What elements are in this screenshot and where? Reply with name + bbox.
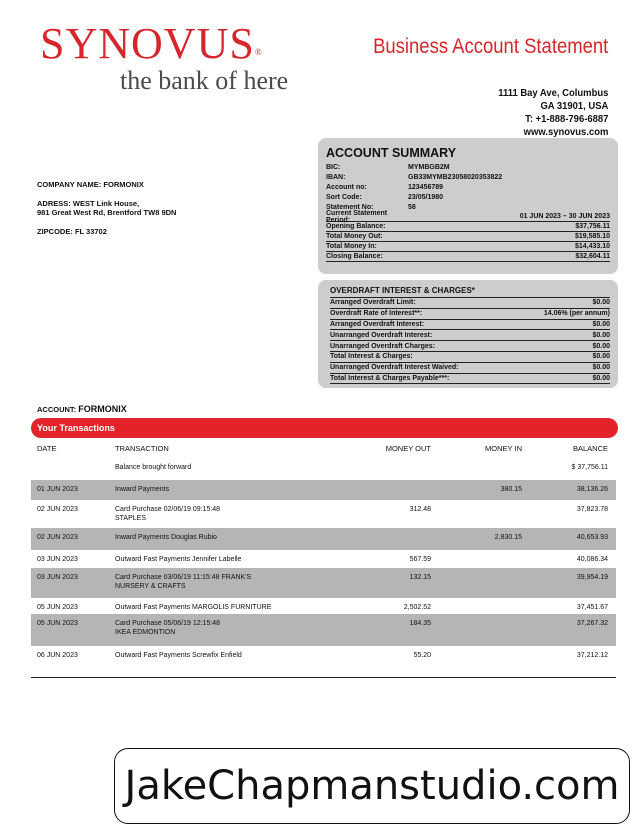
summary-total-row bbox=[326, 232, 610, 242]
table-row bbox=[31, 646, 616, 672]
bottom-divider bbox=[31, 677, 616, 678]
summary-info-value: 58 bbox=[408, 203, 416, 211]
tx-description bbox=[115, 555, 345, 564]
summary-total-label: Current Statement Period: bbox=[326, 209, 388, 224]
col-transaction: TRANSACTION bbox=[115, 444, 169, 453]
company-name-row bbox=[37, 180, 176, 190]
tx-description bbox=[115, 533, 345, 542]
overdraft-row bbox=[330, 309, 610, 320]
bank-website: www.synovus.com bbox=[523, 126, 608, 138]
tx-date: 06 JUN 2023 bbox=[37, 652, 78, 659]
tx-description bbox=[115, 603, 345, 612]
summary-total-value: $32,604.11 bbox=[575, 253, 610, 260]
col-balance: BALANCE bbox=[572, 444, 608, 453]
tx-money-out: 567.59 bbox=[409, 556, 431, 563]
overdraft-row bbox=[330, 363, 610, 374]
overdraft-value: $0.00 bbox=[592, 374, 610, 382]
summary-info-value: 123456789 bbox=[408, 183, 444, 191]
tx-description-line: Outward Fast Payments Screwfix Enfield bbox=[115, 652, 242, 659]
col-money-in: MONEY IN bbox=[485, 444, 522, 453]
company-zip-label: ZIPCODE: bbox=[37, 226, 73, 236]
account-summary-title: ACCOUNT SUMMARY bbox=[326, 146, 457, 160]
summary-total-label: Closing Balance: bbox=[326, 253, 383, 260]
overdraft-row bbox=[330, 352, 610, 363]
logo-wordmark: SYNOVUS® bbox=[40, 19, 263, 68]
tx-date: 02 JUN 2023 bbox=[37, 534, 78, 541]
tx-date: 03 JUN 2023 bbox=[37, 556, 78, 563]
overdraft-value: $0.00 bbox=[592, 353, 610, 361]
tx-balance: 37,823.78 bbox=[576, 506, 608, 513]
tx-description-line: Inward Payments bbox=[115, 486, 170, 493]
overdraft-label: Unarranged Overdraft Interest Waived: bbox=[330, 364, 459, 372]
table-row bbox=[31, 480, 616, 500]
table-row bbox=[31, 614, 616, 646]
summary-info-row bbox=[326, 162, 610, 172]
watermark-banner: JakeChapmanstudio.com bbox=[114, 748, 630, 824]
col-date: DATE bbox=[37, 444, 57, 453]
company-address-label: ADRESS: bbox=[37, 198, 71, 208]
summary-total-value: $14,433.10 bbox=[574, 243, 610, 250]
overdraft-label: Unarranged Overdraft Charges: bbox=[330, 342, 436, 350]
company-zip-row bbox=[37, 227, 176, 237]
tx-date: 05 JUN 2023 bbox=[37, 620, 78, 627]
tx-description bbox=[115, 651, 345, 660]
company-name: FORMONIX bbox=[103, 180, 144, 189]
summary-info-label: BIC: bbox=[326, 163, 341, 171]
summary-total-value: $37,756.11 bbox=[575, 223, 610, 230]
tx-description bbox=[115, 485, 345, 494]
overdraft-label: Total Interest & Charges: bbox=[330, 353, 413, 361]
logo-tagline: the bank of here bbox=[120, 66, 289, 95]
bank-address-line: GA 31901, USA bbox=[540, 100, 608, 112]
tx-money-out: 132.15 bbox=[409, 574, 431, 581]
overdraft-panel bbox=[318, 280, 618, 388]
col-money-out: MONEY OUT bbox=[385, 444, 431, 453]
tx-date: 05 JUN 2023 bbox=[37, 604, 78, 611]
tx-money-in: 380.15 bbox=[500, 486, 522, 493]
tx-money-out: 2,502.52 bbox=[403, 604, 431, 611]
transactions-header bbox=[31, 444, 616, 458]
account-label: ACCOUNT: bbox=[37, 405, 77, 414]
summary-total-value: $19,585.10 bbox=[574, 233, 610, 240]
overdraft-label: Arranged Overdraft Limit: bbox=[330, 299, 416, 307]
overdraft-label: Arranged Overdraft Interest: bbox=[330, 320, 425, 328]
summary-total-label: Opening Balance: bbox=[326, 223, 386, 230]
tx-description-line2: IKEA EDMONTION bbox=[115, 629, 176, 636]
table-row bbox=[31, 528, 616, 550]
company-details bbox=[37, 180, 176, 245]
table-row bbox=[31, 500, 616, 528]
overdraft-value: $0.00 bbox=[592, 342, 610, 350]
summary-info-label: Account no: bbox=[326, 183, 367, 191]
tx-description-line: Card Purchase 05/06/19 12:15:48 bbox=[115, 620, 221, 627]
overdraft-label: Total Interest & Charges Payable***: bbox=[330, 374, 450, 382]
summary-info-label: IBAN: bbox=[326, 173, 346, 181]
overdraft-value: $0.00 bbox=[592, 299, 610, 307]
tx-balance: 37,451.67 bbox=[576, 604, 608, 611]
table-row bbox=[31, 598, 616, 614]
transactions-table bbox=[31, 458, 616, 672]
summary-total-label: Total Money In: bbox=[326, 243, 377, 250]
overdraft-row bbox=[330, 298, 610, 309]
tx-balance: 38,136.26 bbox=[576, 486, 608, 493]
overdraft-row bbox=[330, 330, 610, 341]
account-value: FORMONIX bbox=[78, 404, 127, 414]
overdraft-row bbox=[330, 320, 610, 331]
company-address-line1: WEST Link House, bbox=[72, 198, 140, 208]
company-name-label: COMPANY NAME: bbox=[37, 180, 102, 189]
overdraft-value: 14.06% (per annum) bbox=[543, 310, 610, 318]
tx-balance: 39,954.19 bbox=[576, 574, 608, 581]
tx-money-out: 55.20 bbox=[413, 652, 431, 659]
tx-money-out: 312.48 bbox=[409, 506, 431, 513]
summary-total-row bbox=[326, 222, 610, 232]
tx-balance: 37,212.12 bbox=[576, 652, 608, 659]
table-row bbox=[31, 458, 616, 480]
synovus-logo bbox=[40, 19, 289, 95]
summary-info-value: 23/05/1980 bbox=[408, 193, 444, 201]
summary-info-row bbox=[326, 192, 610, 202]
tx-balance: 40,086.34 bbox=[576, 556, 608, 563]
summary-total-value: 01 JUN 2023 – 30 JUN 2023 bbox=[519, 213, 610, 220]
summary-info-value: MYMBGB2M bbox=[408, 163, 450, 171]
tx-description-line2: NURSERY & CRAFTS bbox=[115, 583, 186, 590]
overdraft-row bbox=[330, 374, 610, 385]
transactions-banner: Your Transactions bbox=[31, 418, 618, 438]
tx-money-in: 2,830.15 bbox=[494, 534, 522, 541]
table-row bbox=[31, 568, 616, 598]
tx-description bbox=[115, 463, 345, 472]
tx-date: 01 JUN 2023 bbox=[37, 486, 78, 493]
summary-total-row bbox=[326, 252, 610, 262]
summary-total-row bbox=[326, 209, 610, 224]
document-title: Business Account Statement bbox=[372, 35, 608, 58]
overdraft-value: $0.00 bbox=[592, 364, 610, 372]
tx-description-line: Card Purchase 03/06/19 11:15:48 FRANK'S bbox=[115, 574, 252, 581]
summary-total-row bbox=[326, 242, 610, 252]
company-zip: FL 33702 bbox=[74, 226, 107, 236]
tx-balance: $ 37,756.11 bbox=[571, 464, 608, 471]
tx-description bbox=[115, 505, 345, 523]
bank-phone: T: +1-888-796-6887 bbox=[524, 113, 608, 125]
summary-total-label: Total Money Out: bbox=[326, 233, 383, 240]
account-line bbox=[37, 404, 127, 414]
summary-info-label: Statement No: bbox=[326, 203, 374, 211]
summary-info-label: Sort Code: bbox=[326, 193, 362, 201]
overdraft-title: OVERDRAFT INTEREST & CHARGES* bbox=[330, 286, 610, 298]
tx-date: 02 JUN 2023 bbox=[37, 506, 78, 513]
tx-description bbox=[115, 619, 345, 637]
tx-description-line: Inward Payments Douglas Rubio bbox=[115, 534, 217, 541]
tx-balance: 40,653.93 bbox=[576, 534, 608, 541]
tx-money-out: 184.35 bbox=[409, 620, 431, 627]
summary-info-row bbox=[326, 172, 610, 182]
tx-description-line: Outward Fast Payments Jennifer Labelle bbox=[115, 556, 242, 563]
company-address-line2: 981 Great West Rd, Brentford TW8 9DN bbox=[37, 208, 177, 217]
tx-balance: 37,267.32 bbox=[576, 620, 608, 627]
tx-description bbox=[115, 573, 345, 591]
tx-description-line2: STAPLES bbox=[115, 515, 146, 522]
overdraft-value: $0.00 bbox=[592, 320, 610, 328]
tx-description-line: Card Purchase 02/06/19 09:15:48 bbox=[115, 506, 221, 513]
company-address-row bbox=[37, 199, 176, 218]
bank-address-line: 1111 Bay Ave, Columbus bbox=[497, 87, 608, 99]
summary-info-value: GB33MYMB23058020353822 bbox=[408, 173, 503, 181]
summary-info-row bbox=[326, 182, 610, 192]
tx-date: 03 JUN 2023 bbox=[37, 574, 78, 581]
overdraft-value: $0.00 bbox=[592, 331, 610, 339]
bank-address bbox=[486, 87, 608, 139]
table-row bbox=[31, 550, 616, 568]
overdraft-label: Unarranged Overdraft Interest: bbox=[330, 331, 433, 339]
tx-description-line: Balance brought forward bbox=[115, 464, 192, 471]
tx-description-line: Outward Fast Payments MARGOLIS FURNITURE bbox=[115, 604, 272, 611]
registered-mark: ® bbox=[254, 47, 263, 57]
overdraft-label: Overdraft Rate of Interest**: bbox=[330, 310, 423, 318]
overdraft-row bbox=[330, 341, 610, 352]
account-summary-panel bbox=[318, 138, 618, 274]
